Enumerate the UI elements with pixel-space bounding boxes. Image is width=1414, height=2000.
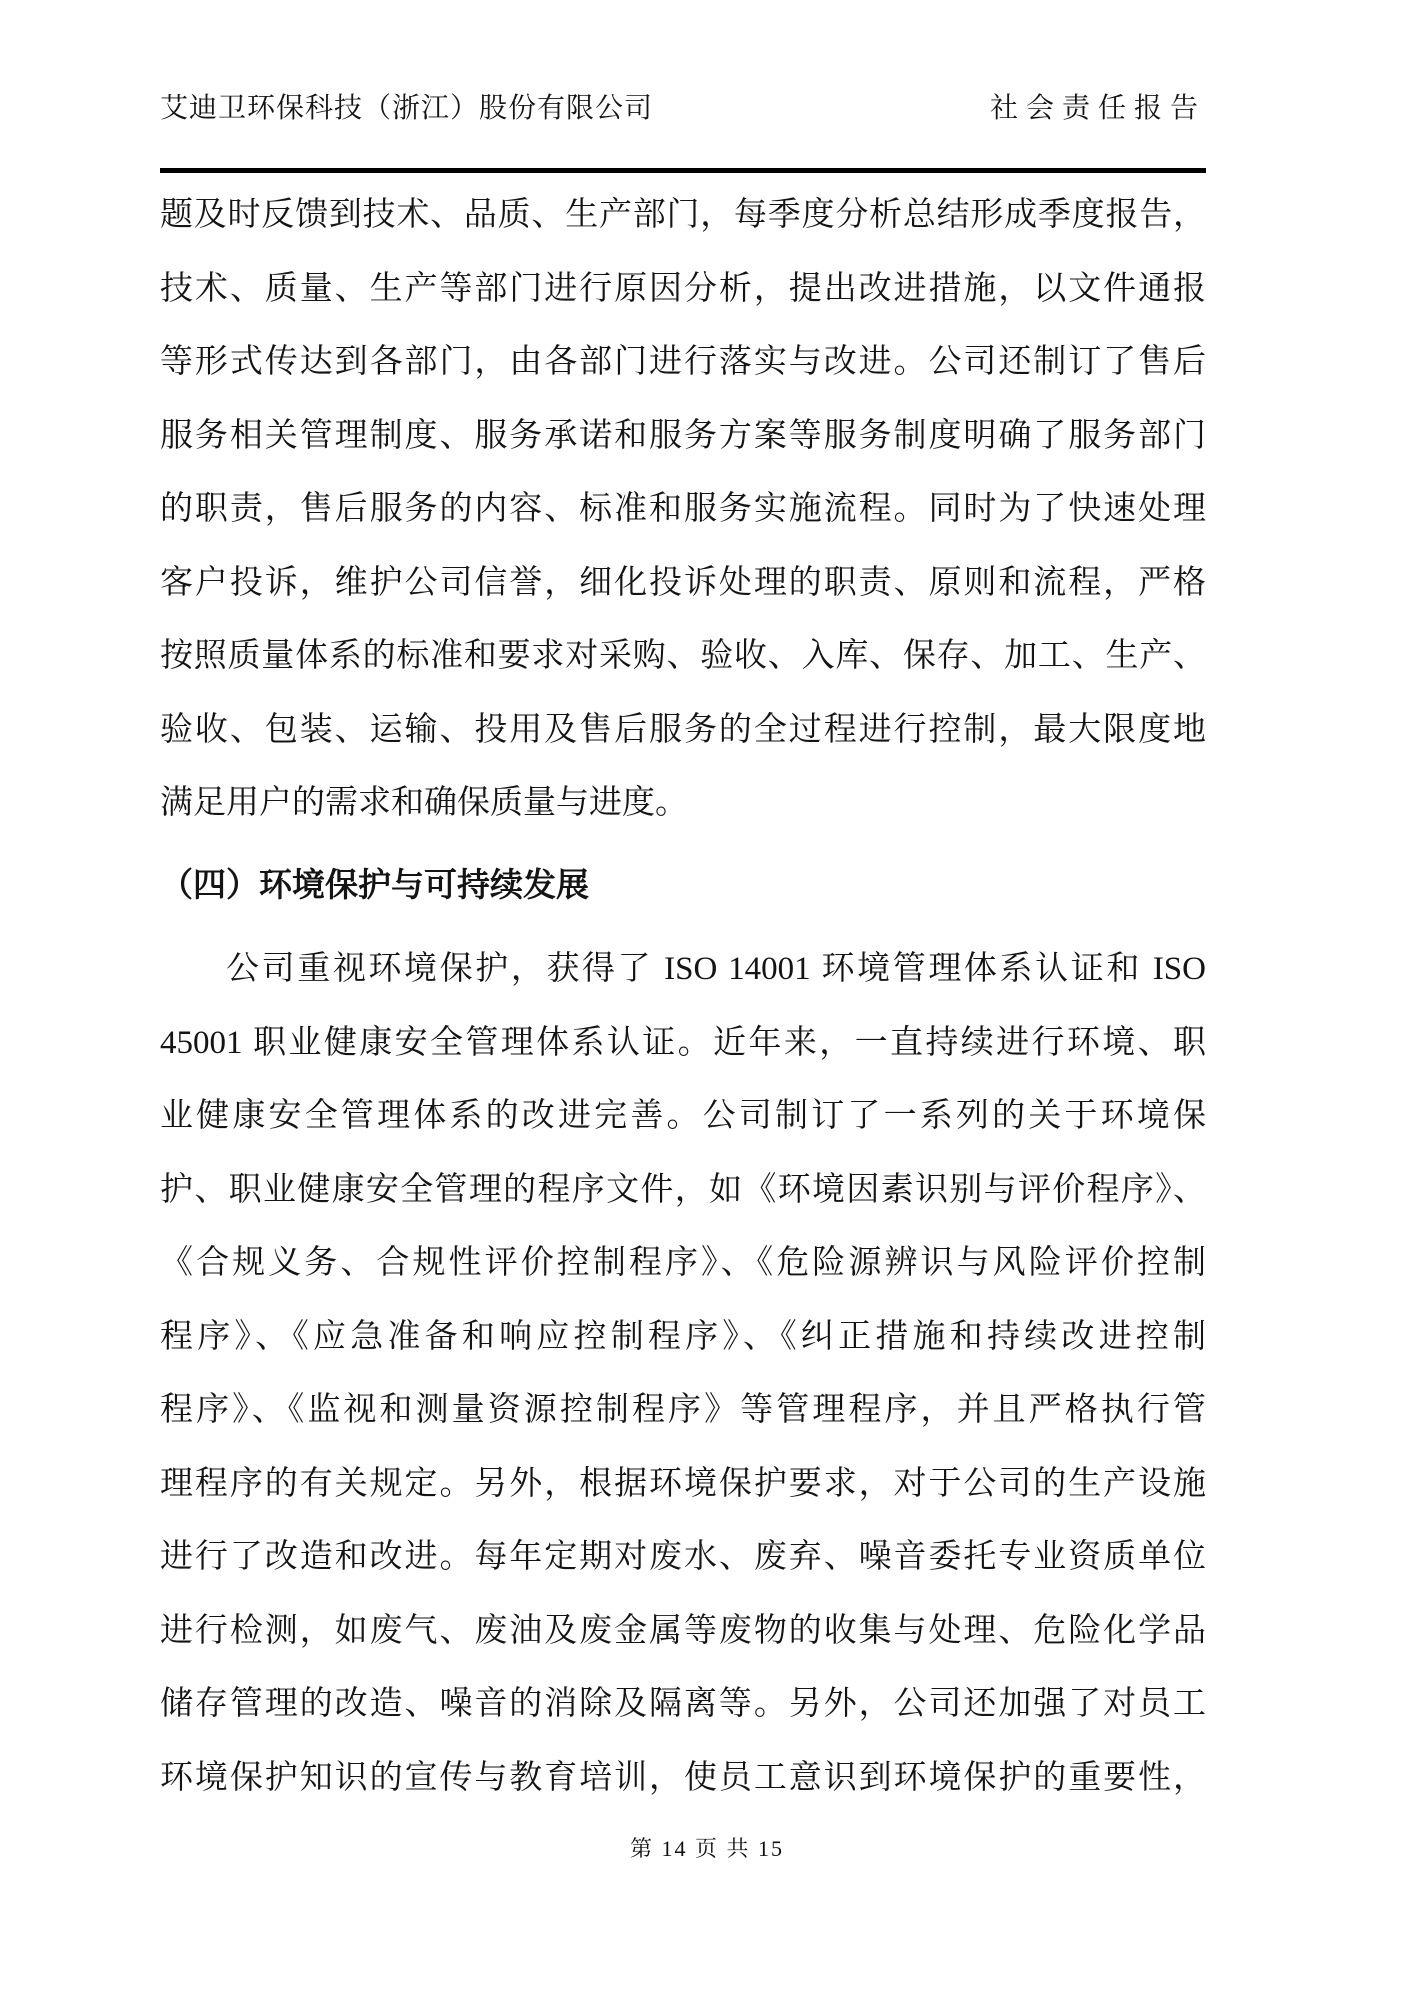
text-line: 的职责，售后服务的内容、标准和服务实施流程。同时为了快速处理 bbox=[160, 491, 1206, 527]
page-footer bbox=[0, 1834, 1414, 1864]
text-line: 程序》、《监视和测量资源控制程序》等管理程序，并且严格执行管 bbox=[160, 1392, 1206, 1428]
text-line: 客户投诉，维护公司信誉，细化投诉处理的职责、原则和流程，严格 bbox=[160, 564, 1206, 601]
text-line: 进行了改造和改进。每年定期对废水、废弃、噪音委托专业资质单位 bbox=[160, 1539, 1206, 1575]
text-line: 满足用户的需求和确保质量与进度。 bbox=[160, 785, 688, 821]
document-body bbox=[160, 179, 1206, 1815]
paragraph-continuation bbox=[160, 179, 1206, 841]
text-line: 护、职业健康安全管理的程序文件，如《环境因素识别与评价程序》、 bbox=[160, 1171, 1206, 1208]
text-line: 按照质量体系的标准和要求对采购、验收、入库、保存、加工、生产、 bbox=[160, 638, 1206, 674]
text-line: 环境保护知识的宣传与教育培训，使员工意识到环境保护的重要性， bbox=[160, 1759, 1206, 1796]
paragraph-environment bbox=[160, 933, 1206, 1815]
text-line: 等形式传达到各部门，由各部门进行落实与改进。公司还制订了售后 bbox=[160, 344, 1206, 380]
text-line: 理程序的有关规定。另外，根据环境保护要求，对于公司的生产设施 bbox=[160, 1465, 1206, 1502]
text-line: 验收、包装、运输、投用及售后服务的全过程进行控制，最大限度地 bbox=[160, 711, 1206, 748]
page-header bbox=[160, 0, 1206, 173]
company-name: 艾迪卫环保科技（浙江）股份有限公司 bbox=[160, 93, 654, 124]
text-line: 服务相关管理制度、服务承诺和服务方案等服务制度明确了服务部门 bbox=[160, 417, 1206, 454]
text-line: 公司重视环境保护，获得了 ISO 14001 环境管理体系认证和 ISO bbox=[226, 951, 1206, 987]
text-line: 储存管理的改造、噪音的消除及隔离等。另外，公司还加强了对员工 bbox=[160, 1686, 1206, 1722]
text-line: 题及时反馈到技术、品质、生产部门，每季度分析总结形成季度报告， bbox=[160, 197, 1206, 233]
text-line: 进行检测，如废气、废油及废金属等废物的收集与处理、危险化学品 bbox=[160, 1612, 1206, 1649]
text-line: 《合规义务、合规性评价控制程序》、《危险源辨识与风险评价控制 bbox=[160, 1245, 1206, 1281]
page-number: 第 14 页 共 15 bbox=[629, 1836, 784, 1861]
text-line: 技术、质量、生产等部门进行原因分析，提出改进措施，以文件通报 bbox=[160, 270, 1206, 307]
text-line: 45001 职业健康安全管理体系认证。近年来，一直持续进行环境、职 bbox=[160, 1024, 1206, 1061]
report-title: 社会责任报告 bbox=[989, 93, 1206, 124]
text-line: 程序》、《应急准备和响应控制程序》、《纠正措施和持续改进控制 bbox=[160, 1318, 1206, 1355]
content-area bbox=[160, 0, 1206, 1815]
section-heading: （四）环境保护与可持续发展 bbox=[160, 867, 589, 904]
text-line: 业健康安全管理体系的改进完善。公司制订了一系列的关于环境保 bbox=[160, 1098, 1206, 1134]
